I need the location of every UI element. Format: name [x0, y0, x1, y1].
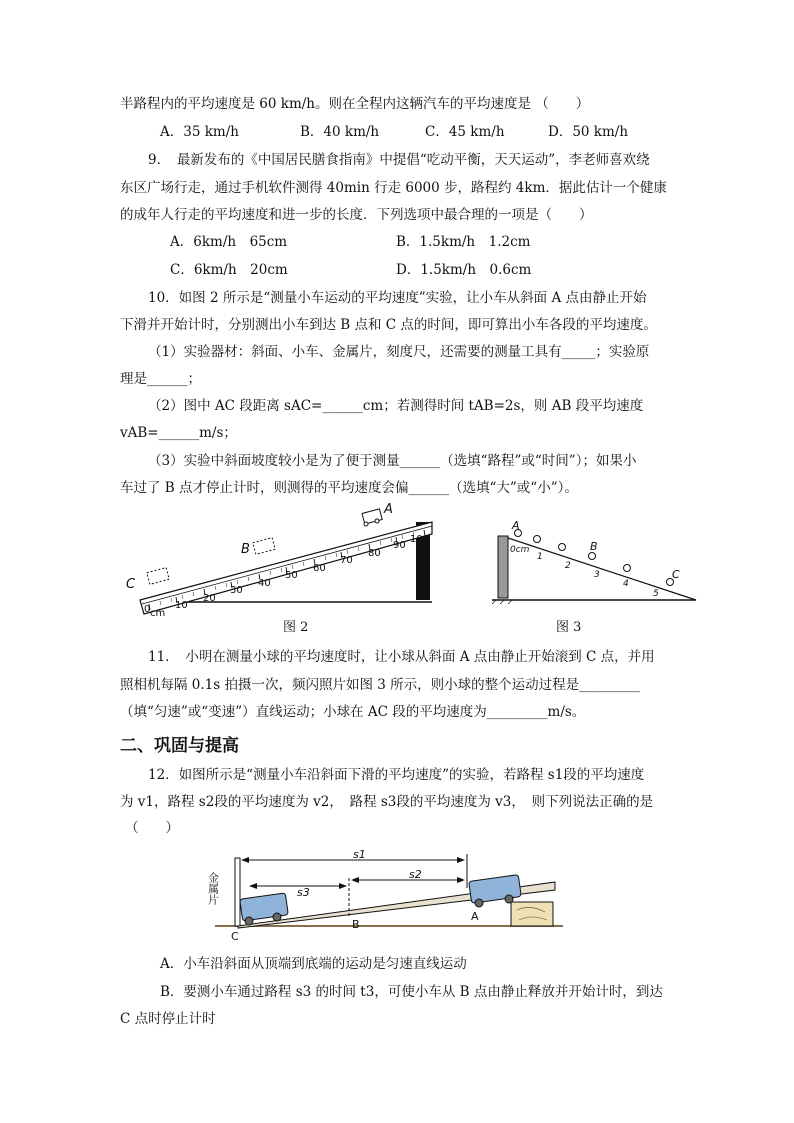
tick-label: 50 [285, 570, 298, 581]
label-a: A [471, 910, 479, 923]
tick-label: 20 [203, 593, 216, 604]
q12-option-b-line-2: C 点时停止计时 [120, 1011, 216, 1027]
tick-label: 3 [594, 570, 600, 580]
s2-label: s2 [409, 868, 422, 881]
q9-line-3: 的成年人行走的平均速度和进一步的长度．下列选项中最合理的一项是（ ） [120, 207, 593, 223]
q10-line-8: 车过了 B 点才停止计时，则测得的平均速度会偏______（选填“大”或“小”）。 [120, 480, 578, 496]
wood-block [511, 902, 553, 926]
q10-line-4: 理是______； [120, 371, 201, 387]
section-2-heading: 二、巩固与提高 [120, 736, 239, 756]
tick-label: 90 [393, 540, 406, 551]
figure-2-caption: 图 2 [283, 620, 309, 635]
q8-option-d: D．50 km/h [548, 124, 629, 140]
metal-plate [235, 858, 240, 926]
slope-line [508, 538, 696, 600]
q12-line-2: 为 v1，路程 s2段的平均速度为 v2， 路程 s3段的平均速度为 v3， 则下列说法正确的是 [120, 794, 654, 810]
label-b: B [241, 542, 250, 557]
label-b: B [352, 918, 360, 931]
q8-option-b: B．40 km/h [300, 124, 380, 140]
tick-label: 1 [537, 552, 543, 562]
tick-label: 10 [175, 600, 188, 611]
q9-option-a: A．6km/h 65cm [170, 234, 288, 250]
tick-label: 80 [368, 548, 381, 559]
zero-tick: 0 [144, 604, 151, 615]
q9-line-2: 东区广场行走，通过手机软件测得 40min 行走 6000 步，路程约 4km．据此估计一个健康 [120, 180, 667, 196]
q10-line-1: 10．如图 2 所示是“测量小车运动的平均速度”实验，让小车从斜面 A 点由静止开始 [148, 290, 647, 306]
figure-3-incline [490, 520, 700, 605]
label-c: C [126, 577, 136, 592]
q9-option-d: D．1.5km/h 0.6cm [396, 262, 532, 278]
ruler-unit: cm [150, 608, 166, 619]
cart-at-c [147, 568, 169, 585]
q12-option-a: A．小车沿斜面从顶端到底端的运动是匀速直线运动 [160, 956, 467, 972]
cart-at-a [362, 509, 382, 526]
q8-option-a: A．35 km/h [160, 124, 239, 140]
cart-at-b [253, 538, 275, 555]
metal-label: 金属片 [206, 872, 220, 905]
s1-label: s1 [353, 848, 366, 861]
q10-line-6: vAB=______m/s； [120, 425, 237, 441]
q10-line-3: （1）实验器材：斜面、小车、金属片，刻度尺，还需要的测量工具有_____；实验原 [148, 344, 650, 360]
q12-line-1: 12．如图所示是“测量小车沿斜面下滑的平均速度”的实验，若路程 s1段的平均速度 [148, 767, 645, 783]
label-b: B [590, 540, 598, 553]
label-a: A [384, 502, 393, 517]
q8-option-c: C．45 km/h [425, 124, 505, 140]
q8-text: 半路程内的平均速度是 60 km/h。则在全程内这辆汽车的平均速度是 （ ） [120, 96, 590, 112]
unit-label: 0cm [510, 545, 530, 555]
label-c: C [672, 568, 680, 581]
q10-line-7: （3）实验中斜面坡度较小是为了便于测量______（选填“路程”或“时间”）；如果小 [148, 453, 637, 469]
s3-label: s3 [297, 886, 310, 899]
label-c: C [231, 930, 239, 943]
q11-line-2: 照相机每隔 0.1s 拍摄一次，频闪照片如图 3 所示，则小球的整个运动过程是_________ [120, 677, 640, 693]
q9-option-c: C．6km/h 20cm [170, 262, 288, 278]
tick-label: 2 [565, 561, 571, 571]
figure-12-incline [205, 848, 570, 946]
q10-line-5: （2）图中 AC 段距离 sAC=______cm；若测得时间 tAB=2s，则 AB 段平均速度 [148, 398, 644, 414]
tick-label: 100 [410, 534, 430, 545]
q9-option-b: B．1.5km/h 1.2cm [396, 234, 531, 250]
q11-line-1: 11． 小明在测量小球的平均速度时，让小球从斜面 A 点由静止开始滚到 C 点，并用 [148, 649, 655, 665]
stop-block [498, 536, 508, 598]
tick-label: 5 [653, 589, 659, 599]
tick-label: 70 [340, 555, 353, 566]
q11-line-3: （填“匀速”或“变速”）直线运动；小球在 AC 段的平均速度为_________m/s。 [120, 704, 586, 720]
q12-line-3: （ ） [125, 820, 179, 836]
tick-label: 4 [623, 579, 629, 589]
tick-label: 60 [313, 563, 326, 574]
tick-label: 30 [230, 585, 243, 596]
label-a: A [512, 520, 520, 532]
q12-option-b-line-1: B．要测小车通过路程 s3 的时间 t3，可使小车从 B 点由静止释放并开始计时，到达 [160, 984, 663, 1000]
tick-label: 40 [258, 578, 271, 589]
figure-2-incline [120, 500, 440, 625]
q9-line-1: 9． 最新发布的《中国居民膳食指南》中提倡“吃动平衡，天天运动”，李老师喜欢绕 [148, 152, 650, 168]
q10-line-2: 下滑并开始计时，分别测出小车到达 B 点和 C 点的时间，即可算出小车各段的平均速度。 [120, 317, 657, 333]
figure-3-caption: 图 3 [556, 620, 582, 635]
